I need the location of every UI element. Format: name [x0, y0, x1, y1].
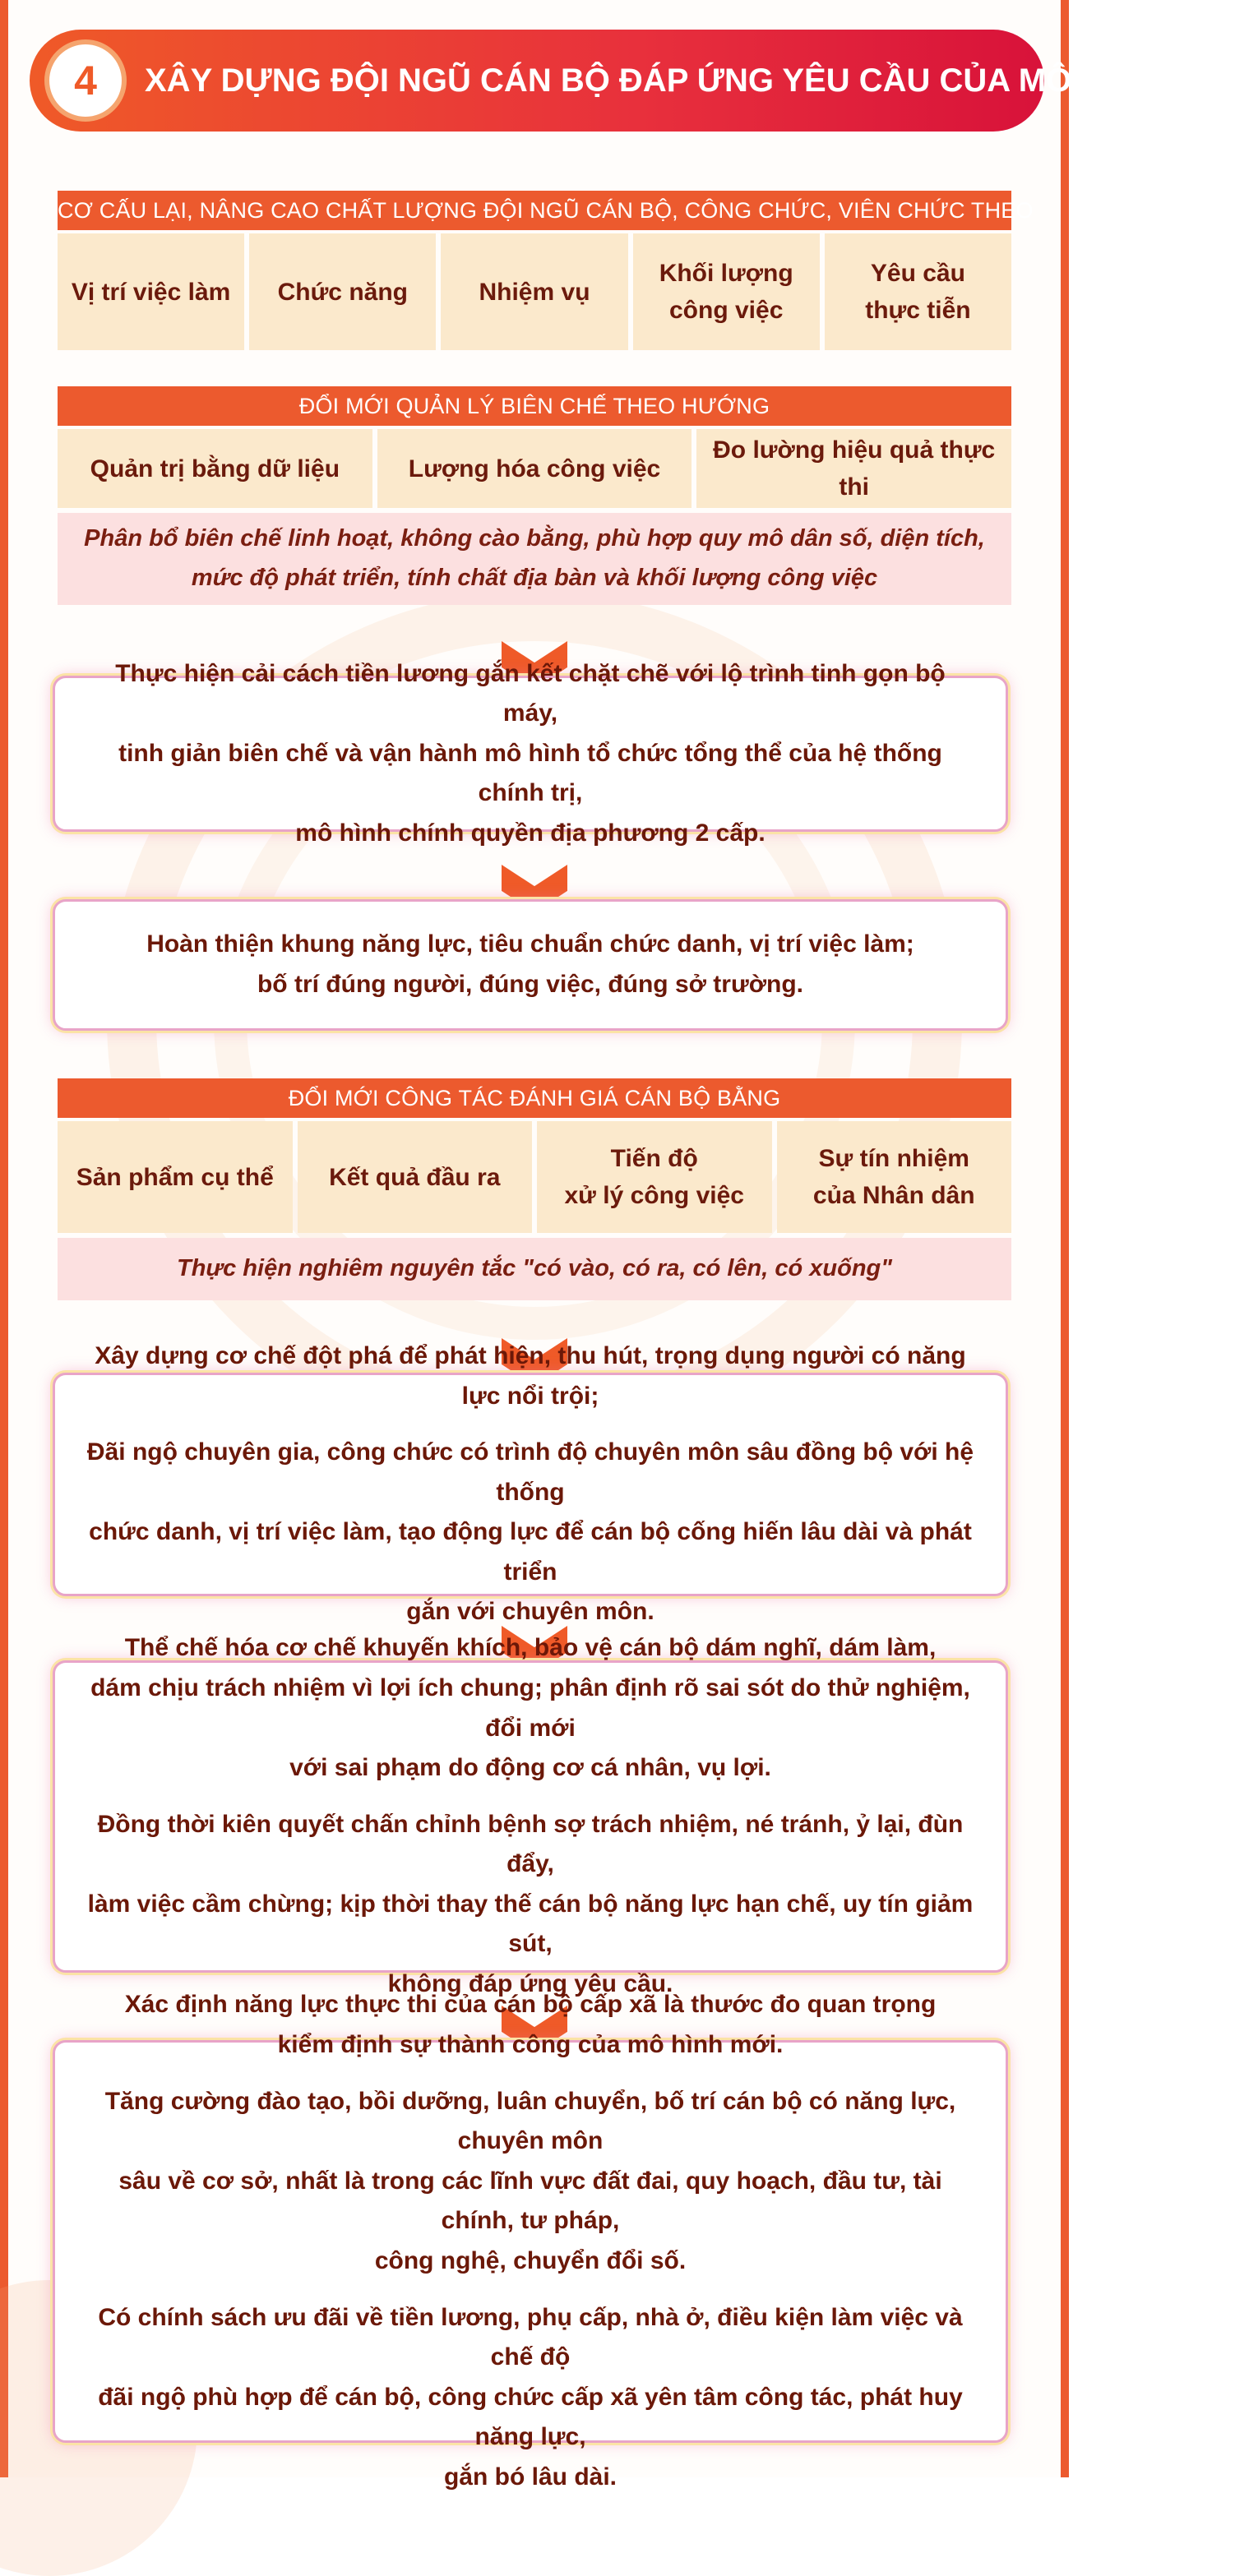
talent-attraction-text: Xây dựng cơ chế đột phá để phát hiện, thu hút, trọng dụng người có năng lực nổi trội;: [95, 1341, 966, 1410]
criteria-duty: Nhiệm vụ: [441, 233, 627, 350]
competency-framework-box: [53, 899, 1008, 1031]
criteria-function: Chức năng: [249, 233, 436, 350]
section-header: [30, 30, 1235, 132]
criteria-workload: Khối lượng công việc: [633, 233, 820, 350]
staffing-note: Phân bổ biên chế linh hoạt, không cào bằng, phù hợp quy mô dân số, diện tích, mức độ phát triển, tính chất địa bàn và khối lượng công việc: [58, 513, 1011, 605]
commune-cadre-box: [53, 1991, 1008, 2491]
cadre-protection-text: Thể chế hóa cơ chế khuyến khích, bảo vệ cán bộ dám nghĩ, dám làm, dám chịu trách nhiệm vì lợi ích chung; phân định rõ sai sót do thử nghiệm, đổi mới với sai phạm do động cơ cá nhân, vụ lợi.: [90, 1634, 970, 1782]
section-title: XÂY DỰNG ĐỘI NGŨ CÁN BỘ ĐÁP ỨNG YÊU CẦU CỦA MÔ HÌNH MỚI: [145, 62, 1235, 99]
criteria-job-position: Vị trí việc làm: [58, 233, 244, 350]
commune-incentive-text: Có chính sách ưu đãi về tiền lương, phụ cấp, nhà ở, điều kiện làm việc và chế độ đãi ngộ phù hợp để cán bộ, công chức cấp xã yên tâm công tác, phát huy năng lực, gắn bó lâu dài.: [98, 2303, 963, 2491]
direction-work-quantification: Lượng hóa công việc: [377, 429, 692, 508]
salary-reform-text: Thực hiện cải cách tiền lương gắn kết chặt chẽ với lộ trình tinh gọn bộ máy, tinh giản biên chế và vận hành mô hình tổ chức tổng thể của hệ thống chính trị, mô hình chính quyền địa phương 2 cấp.: [115, 659, 946, 847]
competency-framework-text: Hoàn thiện khung năng lực, tiêu chuẩn chức danh, vị trí việc làm; bố trí đúng người, đúng việc, đúng sở trường.: [146, 930, 914, 998]
restructure-criteria: [58, 233, 1011, 350]
cadre-protection-box: [53, 1634, 1008, 1998]
discipline-text: Đồng thời kiên quyết chấn chỉnh bệnh sợ trách nhiệm, né tránh, ỷ lại, đùn đẩy, làm việc cầm chừng; kịp thời thay thế cán bộ năng lực hạn chế, uy tín giảm sút, không đáp ứng yêu cầu.: [87, 1810, 974, 1998]
evaluation-outputs: Kết quả đầu ra: [298, 1121, 533, 1233]
direction-performance-measurement: Đo lường hiệu quả thực thi: [696, 429, 1011, 508]
commune-training-text: Tăng cường đào tạo, bồi dưỡng, luân chuyển, bố trí cán bộ có năng lực, chuyên môn sâu về cơ sở, nhất là trong các lĩnh vực đất đai, quy hoạch, đầu tư, tài chính, tư pháp, công nghệ, chuyển đổi số.: [104, 2087, 956, 2274]
section-number-badge: 4: [44, 39, 127, 122]
salary-reform-box: [53, 659, 1008, 847]
evaluation-concrete-products: Sản phẩm cụ thể: [58, 1121, 293, 1233]
staffing-directions: [58, 429, 1011, 508]
evaluation-title-bar: ĐỔI MỚI CÔNG TÁC ĐÁNH GIÁ CÁN BỘ BẰNG: [58, 1078, 1011, 1118]
direction-data-governance: Quản trị bằng dữ liệu: [58, 429, 372, 508]
staffing-title-bar: ĐỔI MỚI QUẢN LÝ BIÊN CHẾ THEO HƯỚNG: [58, 386, 1011, 426]
evaluation-note: Thực hiện nghiêm nguyên tắc "có vào, có ra, có lên, có xuống": [58, 1238, 1011, 1300]
left-frame-stripe: [0, 0, 8, 2477]
commune-capacity-text: Xác định năng lực thực thi của cán bộ cấp xã là thước đo quan trọng kiểm định sự thành công của mô hình mới.: [124, 1991, 937, 2059]
criteria-practical-needs: Yêu cầu thực tiễn: [825, 233, 1011, 350]
evaluation-criteria: [58, 1121, 1011, 1233]
expert-treatment-text: Đãi ngộ chuyên gia, công chức có trình độ chuyên môn sâu đồng bộ với hệ thống chức danh, vị trí việc làm, tạo động lực để cán bộ cống hiến lâu dài và phát triển gắn với chuyên môn.: [86, 1438, 974, 1626]
talent-attraction-box: [53, 1341, 1008, 1626]
evaluation-processing-progress: Tiến độ xử lý công việc: [537, 1121, 772, 1233]
right-frame-stripe: [1061, 0, 1069, 2477]
restructure-title-bar: CƠ CẤU LẠI, NÂNG CAO CHẤT LƯỢNG ĐỘI NGŨ CÁN BỘ, CÔNG CHỨC, VIÊN CHỨC THEO: [58, 191, 1011, 230]
evaluation-public-trust: Sự tín nhiệm của Nhân dân: [777, 1121, 1012, 1233]
